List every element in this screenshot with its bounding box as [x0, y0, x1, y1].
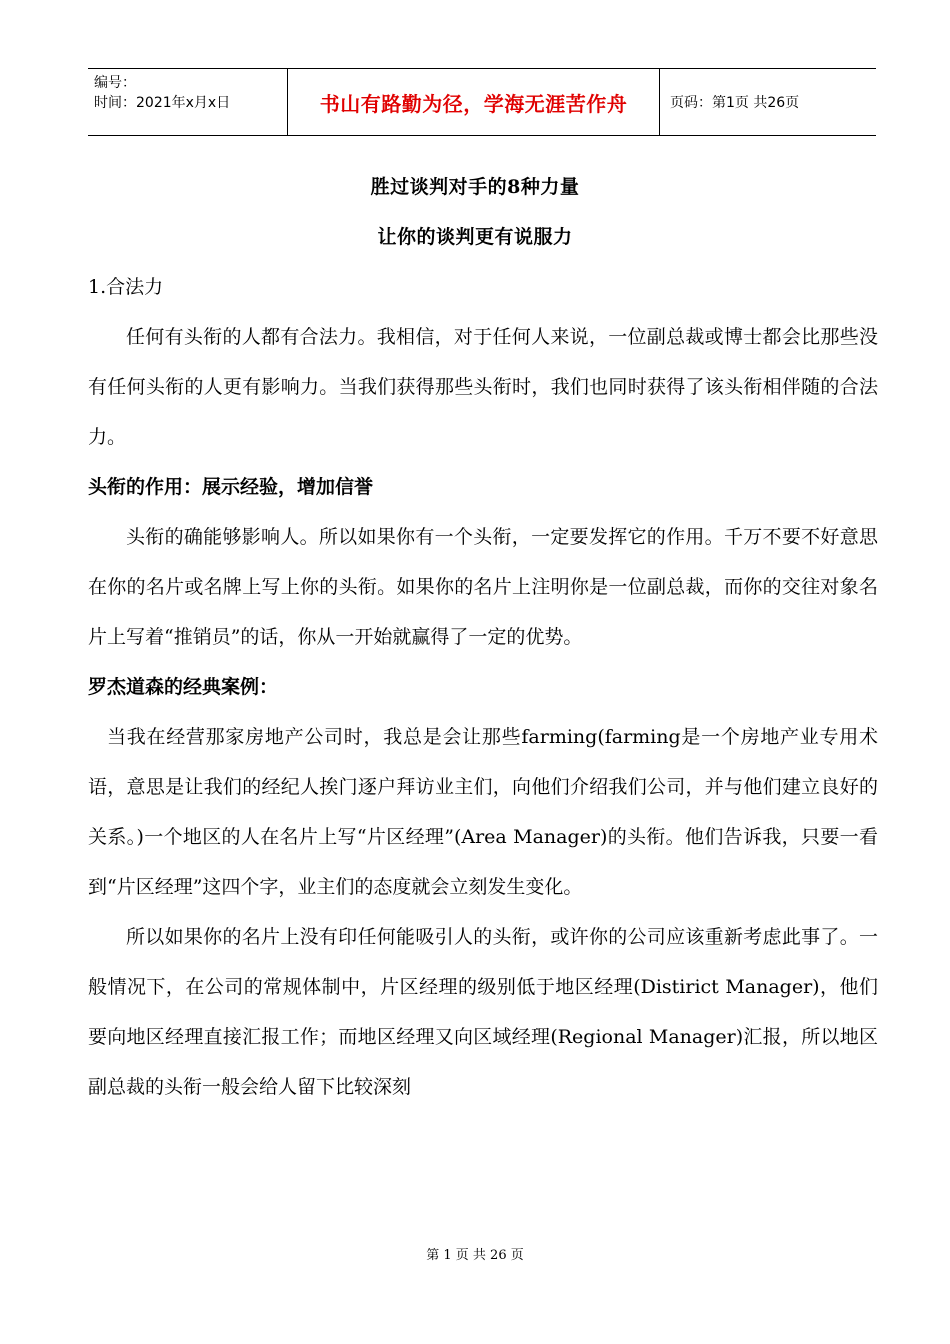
- header-motto: 书山有路勤为径，学海无涯苦作舟: [287, 69, 660, 135]
- header-number-label: 编号：: [94, 75, 136, 91]
- document-body: [88, 262, 878, 1112]
- paragraph: 头衔的确能够影响人。所以如果你有一个头衔，一定要发挥它的作用。千万不要不好意思在你的名片或名牌上写上你的头衔。如果你的名片上注明你是一位副总裁，而你的交往对象名片上写着“推销员”的话，你从一开始就赢得了一定的优势。: [88, 526, 878, 648]
- section-heading: 1.合法力: [88, 276, 164, 298]
- paragraph: 所以如果你的名片上没有印任何能吸引人的头衔，或许你的公司应该重新考虑此事了。一般情况下，在公司的常规体制中，片区经理的级别低于地区经理(Distirict Manager)，他们要向地区经理直接汇报工作；而地区经理又向区域经理(Regional Manager)汇报，所以地区副总裁的头衔一般会给人留下比较深刻: [88, 926, 878, 1098]
- header-time-label: 时间：2021年x月x日: [94, 95, 231, 111]
- paragraph: 任何有头衔的人都有合法力。我相信，对于任何人来说，一位副总裁或博士都会比那些没有任何头衔的人更有影响力。当我们获得那些头衔时，我们也同时获得了该头衔相伴随的合法力。: [88, 326, 878, 448]
- subheading: 头衔的作用：展示经验，增加信誉: [88, 476, 374, 498]
- paragraph: 当我在经营那家房地产公司时，我总是会让那些farming(farming是一个房地产业专用术语，意思是让我们的经纪人挨门逐户拜访业主们，向他们介绍我们公司，并与他们建立良好的关系。)一个地区的人在名片上写“片区经理”(Area Manager)的头衔。他们告诉我，只要一看到“片区经理”这四个字，业主们的态度就会立刻发生变化。: [88, 726, 878, 898]
- document-subtitle: 让你的谈判更有说服力: [377, 226, 573, 248]
- document-header: [88, 68, 876, 136]
- document-title: 胜过谈判对手的8种力量: [370, 176, 580, 198]
- subheading: 罗杰道森的经典案例：: [88, 676, 279, 698]
- header-page-info: 页码：第1页 共26页: [670, 95, 800, 111]
- page-footer: 第 1 页 共 26 页: [426, 1248, 524, 1263]
- header-meta: [88, 69, 287, 135]
